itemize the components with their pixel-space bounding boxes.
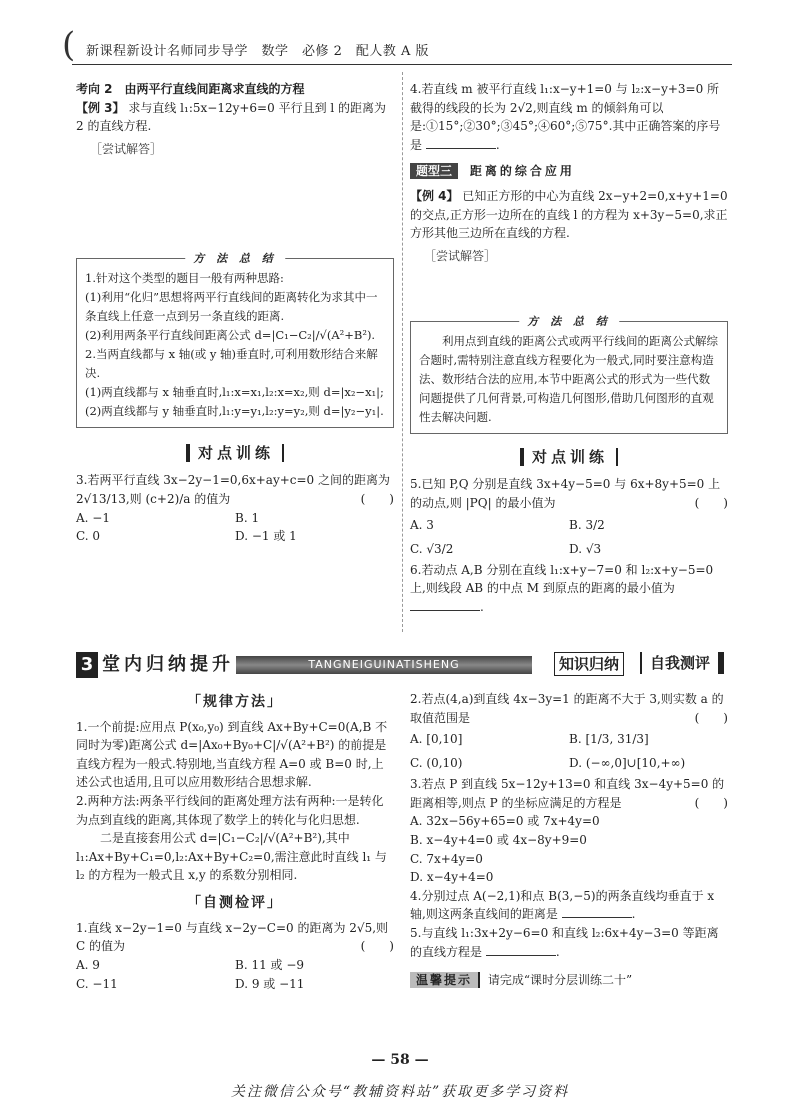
header-title: 新课程新设计名师同步导学 数学 必修 2 配人教 A 版 [86,44,430,59]
question-6-text: 6.若动点 A,B 分别在直线 l₁:x+y−7=0 和 l₂:x+y−5=0 上,则线段 AB 的中点 M 到原点的距离的最小值为 [410,562,714,596]
option: A. 3 [410,517,434,532]
right-top-column [410,80,728,616]
example-3-label: 【例 3】 [76,100,125,115]
tag-knowledge: 知识归纳 [554,652,624,676]
self-test-title: 「自测检评」 [187,895,283,912]
question-3 [76,471,394,508]
column-divider [402,72,403,632]
page-header [62,25,732,65]
option: D. √3 [569,541,602,556]
option: D. −1 或 1 [235,529,297,544]
question-5-options [410,513,728,561]
rules-title: 「规律方法」 [187,694,283,710]
test-5: 5.与直线 l₁:3x+2y−6=0 和直线 l₂:6x+4y−3=0 等距离的直线方程是 . [410,925,719,959]
question-5-paren: ( ) [694,496,728,511]
option: B. 11 或 −9 [235,957,305,972]
example-4-label: 【例 4】 [410,188,459,203]
option: A. 32x−56y+65=0 或 7x+4y=0 [410,814,600,829]
method-summary-title: 方 法 总 结 [185,250,285,268]
tag-self-test: 自我测评 [640,652,724,674]
option: C. 7x+4y=0 [410,851,483,866]
option: C. 0 [76,529,101,544]
bottom-right-column [410,690,728,990]
test-5-text: 5.与直线 l₁:3x+2y−6=0 和直线 l₂:6x+4y−3=0 等距离的直线方程是 [410,925,719,959]
method-line: 2.当两直线都与 x 轴(或 y 轴)垂直时,可利用数形结合来解决. [85,347,378,381]
example-3 [76,99,394,136]
example-4 [410,187,728,243]
method-line: (1)利用“化归”思想将两平行直线间的距离转化为求其中一条直线上任意一点到另一条直线的距离. [85,290,378,324]
option: B. [1/3, 31/3] [569,732,649,747]
warm-tip-label: 温馨提示 [410,972,480,988]
option: A. 9 [76,957,100,972]
type-3-tag: 题型三 [410,163,458,179]
option: A. [0,10] [410,732,463,747]
option: B. 1 [235,510,260,525]
question-4: 4.若直线 m 被平行直线 l₁:x−y+1=0 与 l₂:x−y+3=0 所截得的线段的长为 2√2,则直线 m 的倾斜角可以是:①15°;②30°;③45°;④60°;⑤75°.其中正确答案的序号是 . [410,82,721,152]
practice-title: 对点训练 [410,446,728,469]
test-2-text: 2.若点(4,a)到直线 4x−3y=1 的距离不大于 3,则实数 a 的取值范围是 [410,692,724,725]
answer-blank [426,136,496,149]
option: C. −11 [76,976,118,991]
question-6: 6.若动点 A,B 分别在直线 l₁:x+y−7=0 和 l₂:x+y−5=0 上,则线段 AB 的中点 M 到原点的距离的最小值为 . [410,562,714,614]
question-3-paren: ( ) [360,491,394,506]
practice-title: 对点训练 [76,442,394,465]
test-2-options [410,727,728,775]
left-top-column [76,80,394,546]
option: D. 9 或 −11 [235,976,305,991]
bottom-left-column [76,690,394,993]
warm-tip-text: 请完成“课时分层训练二十” [487,973,633,988]
question-5 [410,475,728,512]
question-4-text: 4.若直线 m 被平行直线 l₁:x−y+1=0 与 l₂:x−y+3=0 所截得的线段的长为 2√2,则直线 m 的倾斜角可以是:①15°;②30°;③45°;④60°;⑤75°.其中正确答案的序号是 [410,82,721,152]
section-3-banner [76,652,726,678]
option: A. −1 [76,510,110,525]
test-3-text: 3.若点 P 到直线 5x−12y+13=0 和直线 3x−4y+5=0 的距离相等,则点 P 的坐标应满足的方程是 [410,777,725,810]
rule-2a: 2.两种方法:两条平行线间的距离处理方法有两种:一是转化为点到直线的距离,其体现了数学上的转化与化归思想. [76,794,384,827]
option: B. x−4y+4=0 或 4x−8y+9=0 [410,832,587,847]
test-2 [410,690,728,727]
direction-title: 考向 2 由两平行直线间距离求直线的方程 [76,82,305,96]
method-line: (1)两直线都与 x 轴垂直时,l₁:x=x₁,l₂:x=x₂,则 d=|x₂−x₁|; [85,385,384,400]
type-3-name: 距离的综合应用 [469,164,575,179]
test-3-paren: ( ) [694,795,728,810]
answer-blank [410,598,480,611]
test-4: 4.分别过点 A(−2,1)和点 B(3,−5)的两条直线均垂直于 x 轴,则这两条直线间的距离是 . [410,888,715,922]
test-4-text: 4.分别过点 A(−2,1)和点 B(3,−5)的两条直线均垂直于 x 轴,则这两条直线间的距离是 [410,888,715,922]
header-brace-icon: ( [62,25,76,65]
option: D. x−4y+4=0 [410,870,494,885]
method-summary-title: 方 法 总 结 [519,313,619,331]
method-summary-box [76,252,394,428]
option: C. (0,10) [410,756,463,771]
option: D. (−∞,0]∪[10,+∞) [569,756,686,771]
type-3-heading [410,162,728,181]
test-1-options [76,956,394,993]
question-3-options [76,509,394,546]
rule-1: 1.一个前提:应用点 P(x₀,y₀) 到直线 Ax+By+C=0(A,B 不同时为零)距离公式 d=|Ax₀+By₀+C|/√(A²+B²) 的前提是直线方程为一般式.特别地,当直线方程 A=0 或 B=0 时,上述公式也适用,且可以应用数形结合思想求解. [76,719,388,790]
method-summary-box-2 [410,315,728,434]
test-1 [76,919,394,956]
test-2-paren: ( ) [694,710,728,725]
page-number: — 58 — [371,1052,429,1068]
section-pinyin: TANGNEIGUINATISHENG [236,656,532,674]
test-1-paren: ( ) [360,939,394,954]
method-line: (2)两直线都与 y 轴垂直时,l₁:y=y₁,l₂:y=y₂,则 d=|y₂−y₁|. [85,404,384,419]
answer-blank [562,905,632,918]
method-line: (2)利用两条平行直线间距离公式 d=|C₁−C₂|/√(A²+B²). [85,328,376,343]
try-answer-label: ［尝试解答］ [90,141,163,156]
answer-blank [486,943,556,956]
warm-tip [410,971,728,990]
test-3 [410,775,728,812]
rule-2b: 二是直接套用公式 d=|C₁−C₂|/√(A²+B²),其中 l₁:Ax+By+C₁=0,l₂:Ax+By+C₂=0,需注意此时直线 l₁ 与 l₂ 的方程为一般式且 x,y 的系数分别相同. [76,831,387,883]
test-1-text: 1.直线 x−2y−1=0 与直线 x−2y−C=0 的距离为 2√5,则 C 的值为 [76,920,389,954]
method-text: 利用点到直线的距离公式或两平行线间的距离公式解综合题时,需特别注意直线方程要化为一般式,同时要注意构造法、数形结合法的应用,本节中距离公式的形式为一些代数问题提供了几何背景,可构造几何图形,借助几何图形的直观性去解决问题. [419,334,718,425]
example-3-text: 求与直线 l₁:5x−12y+6=0 平行且到 l 的距离为 2 的直线方程. [76,100,387,134]
question-5-text: 5.已知 P,Q 分别是直线 3x+4y−5=0 与 6x+8y+5=0 上的动点,则 |PQ| 的最小值为 [410,477,721,511]
footer-note: 关注微信公众号“教辅资料站”获取更多学习资料 [230,1084,570,1100]
example-4-text: 已知正方形的中心为直线 2x−y+2=0,x+y+1=0 的交点,正方形一边所在的直线 l 的方程为 x+3y−5=0,求正方形其他三边所在直线的方程. [410,188,728,241]
question-3-text: 3.若两平行直线 3x−2y−1=0,6x+ay+c=0 之间的距离为 2√13/13,则 (c+2)/a 的值为 [76,473,390,506]
option: B. 3/2 [569,517,605,532]
section-number: 3 [76,652,98,678]
option: C. √3/2 [410,541,454,556]
section-title: 堂内归纳提升 [102,654,234,675]
method-line: 1.针对这个类型的题目一般有两种思路: [85,271,284,286]
try-answer-label: ［尝试解答］ [424,248,497,263]
